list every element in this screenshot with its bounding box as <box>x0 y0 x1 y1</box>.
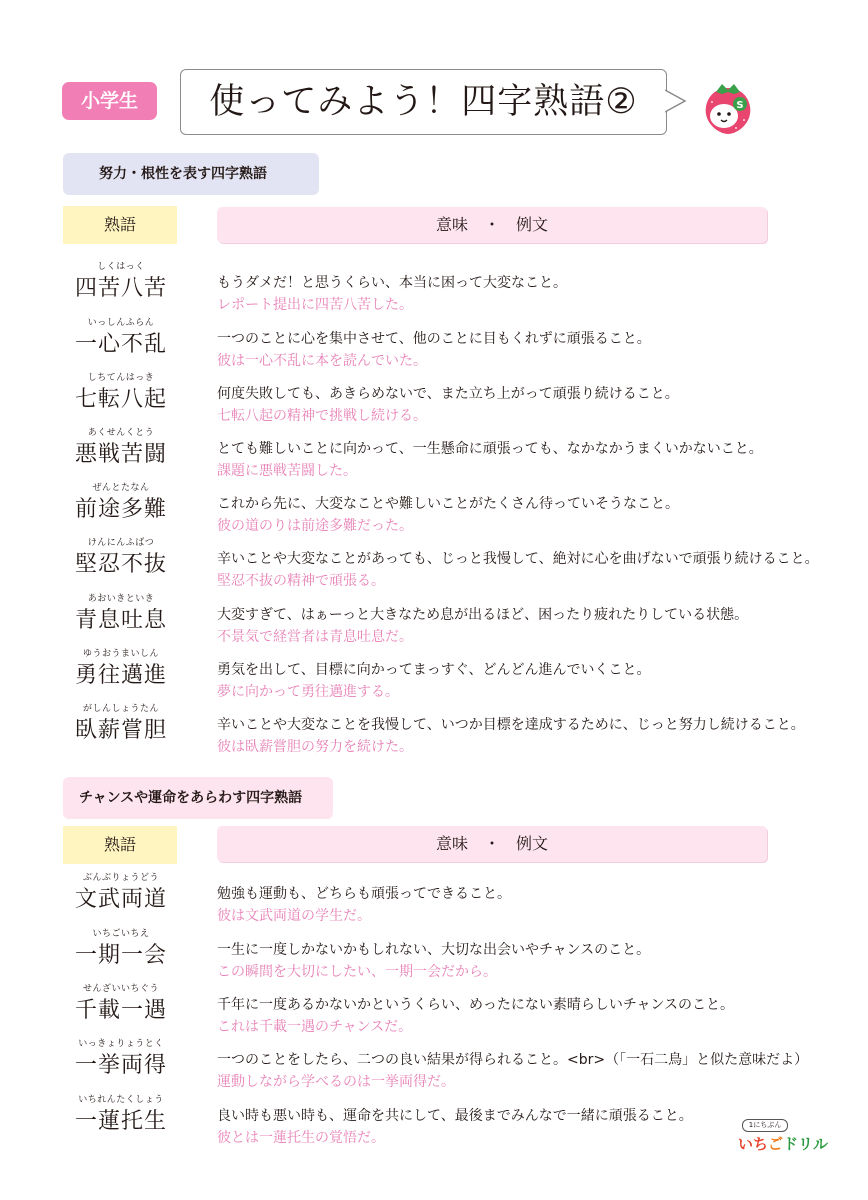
entry-meaning: 一つのことに心を集中させて、他のことに目もくれずに頑張ること。 <box>217 331 651 347</box>
entry-reading: いっしんふらん <box>87 318 155 328</box>
entry-word: 青息吐息 <box>74 608 167 633</box>
ichigo-drill-logo <box>738 1119 828 1155</box>
list-item <box>0 259 868 315</box>
entry-word: 千載一遇 <box>74 998 167 1023</box>
entry-meaning: 一生に一度しかないかもしれない、大切な出会いやチャンスのこと。 <box>217 942 651 958</box>
section-header-effort: 努力・根性を表す四字熟語 <box>63 153 319 195</box>
entry-example: 彼の道のりは前途多難だった。 <box>217 518 413 534</box>
entry-reading: ぶんぶりょうどう <box>82 873 159 883</box>
entry-example: レポート提出に四苦八苦した。 <box>217 297 413 313</box>
list-item <box>0 701 868 757</box>
entry-example: 彼は文武両道の学生だ。 <box>217 908 371 924</box>
entry-meaning: とても難しいことに向かって、一生懸命に頑張っても、なかなかうまくいかないこと。 <box>217 441 763 457</box>
entry-reading: しちてんはっき <box>87 373 155 383</box>
entry-word: 一心不乱 <box>74 332 167 357</box>
entry-example: 運動しながら学べるのは一挙両得だ。 <box>217 1074 455 1090</box>
entry-word: 四苦八苦 <box>74 276 167 301</box>
logo-part-ichi: いち <box>738 1135 769 1153</box>
entry-reading: ゆうおうまいしん <box>82 649 159 659</box>
entry-word: 一挙両得 <box>74 1053 167 1078</box>
column-header-meaning: 意味 ・ 例文 <box>217 207 767 243</box>
logo-part-drill: ドリル <box>783 1135 829 1153</box>
list-item <box>0 1036 868 1092</box>
entry-meaning: 一つのことをしたら、二つの良い結果が得られること。<br>（「一石二鳥」と似た意味だよ） <box>217 1052 809 1068</box>
speech-tail-icon <box>665 88 689 114</box>
entry-word: 文武両道 <box>74 887 167 912</box>
entry-meaning: 辛いことや大変なことを我慢して、いつか目標を達成するために、じっと努力し続けること。 <box>217 717 805 733</box>
entry-word: 一期一会 <box>74 943 167 968</box>
entry-meaning: もうダメだ！と思うくらい、本当に困って大変なこと。 <box>217 275 567 291</box>
list-item <box>0 646 868 702</box>
logo-subtitle: 1にちぶん <box>742 1119 788 1132</box>
entry-meaning: 千年に一度あるかないかというくらい、めったにない素晴らしいチャンスのこと。 <box>217 997 735 1013</box>
entry-reading: がしんしょうたん <box>82 704 159 714</box>
entry-example: この瞬間を大切にしたい、一期一会だから。 <box>217 964 497 980</box>
logo-wordmark <box>738 1133 828 1154</box>
entry-example: 彼は一心不乱に本を読んでいた。 <box>217 353 427 369</box>
section-header-chance: チャンスや運命をあらわす四字熟語 <box>63 777 333 819</box>
entry-reading: けんにんふばつ <box>87 538 155 548</box>
entry-example: これは千載一遇のチャンスだ。 <box>217 1019 413 1035</box>
entry-reading: あおいきといき <box>87 594 155 604</box>
page-title: 使ってみよう！四字熟語② <box>180 69 667 135</box>
entry-meaning: 大変すぎて、はぁーっと大きなため息が出るほど、困ったり疲れたりしている状態。 <box>217 607 749 623</box>
svg-text:S: S <box>736 100 744 111</box>
column-header-meaning: 意味 ・ 例文 <box>217 826 767 862</box>
list-item <box>0 591 868 647</box>
entry-meaning: 辛いことや大変なことがあっても、じっと我慢して、絶対に心を曲げないで頑張り続けること。 <box>217 551 819 567</box>
logo-part-go: ご <box>768 1135 784 1153</box>
entry-word: 堅忍不抜 <box>74 552 167 577</box>
entry-meaning: 良い時も悪い時も、運命を共にして、最後までみんなで一緒に頑張ること。 <box>217 1108 693 1124</box>
list-item <box>0 315 868 371</box>
list-item <box>0 926 868 982</box>
entry-word: 一蓮托生 <box>74 1109 167 1134</box>
column-header-word: 熟語 <box>63 826 177 864</box>
list-item <box>0 870 868 926</box>
entry-word: 悪戦苦闘 <box>74 442 167 467</box>
entry-example: 堅忍不抜の精神で頑張る。 <box>217 573 385 589</box>
entry-reading: あくせんくとう <box>87 428 155 438</box>
entry-reading: ぜんとたなん <box>92 483 150 493</box>
strawberry-mascot-icon <box>700 80 756 136</box>
entry-meaning: これから先に、大変なことや難しいことがたくさん待っていそうなこと。 <box>217 496 679 512</box>
entry-word: 臥薪嘗胆 <box>74 718 167 743</box>
entry-example: 七転八起の精神で挑戦し続ける。 <box>217 408 427 424</box>
entry-word: 勇往邁進 <box>74 663 167 688</box>
column-header-word: 熟語 <box>63 206 177 244</box>
list-item <box>0 425 868 481</box>
entry-example: 課題に悪戦苦闘した。 <box>217 463 357 479</box>
entry-meaning: 勉強も運動も、どちらも頑張ってできること。 <box>217 886 511 902</box>
entry-example: 夢に向かって勇往邁進する。 <box>217 684 399 700</box>
list-item <box>0 981 868 1037</box>
entry-word: 七転八起 <box>74 387 167 412</box>
entry-meaning: 何度失敗しても、あきらめないで、また立ち上がって頑張り続けること。 <box>217 386 679 402</box>
entry-example: 彼とは一蓮托生の覚悟だ。 <box>217 1130 385 1146</box>
entry-word: 前途多難 <box>74 497 167 522</box>
entry-reading: いちごいちえ <box>92 929 150 939</box>
grade-badge: 小学生 <box>62 82 157 120</box>
entry-reading: せんざいいちぐう <box>82 984 159 994</box>
list-item <box>0 370 868 426</box>
list-item <box>0 535 868 591</box>
entry-reading: いちれんたくしょう <box>78 1095 164 1105</box>
list-item <box>0 480 868 536</box>
entry-meaning: 勇気を出して、目標に向かってまっすぐ、どんどん進んでいくこと。 <box>217 662 651 678</box>
entry-example: 不景気で経営者は青息吐息だ。 <box>217 629 413 645</box>
entry-reading: いっきょりょうとく <box>78 1039 164 1049</box>
entry-example: 彼は臥薪嘗胆の努力を続けた。 <box>217 739 413 755</box>
entry-reading: しくはっく <box>97 262 145 272</box>
